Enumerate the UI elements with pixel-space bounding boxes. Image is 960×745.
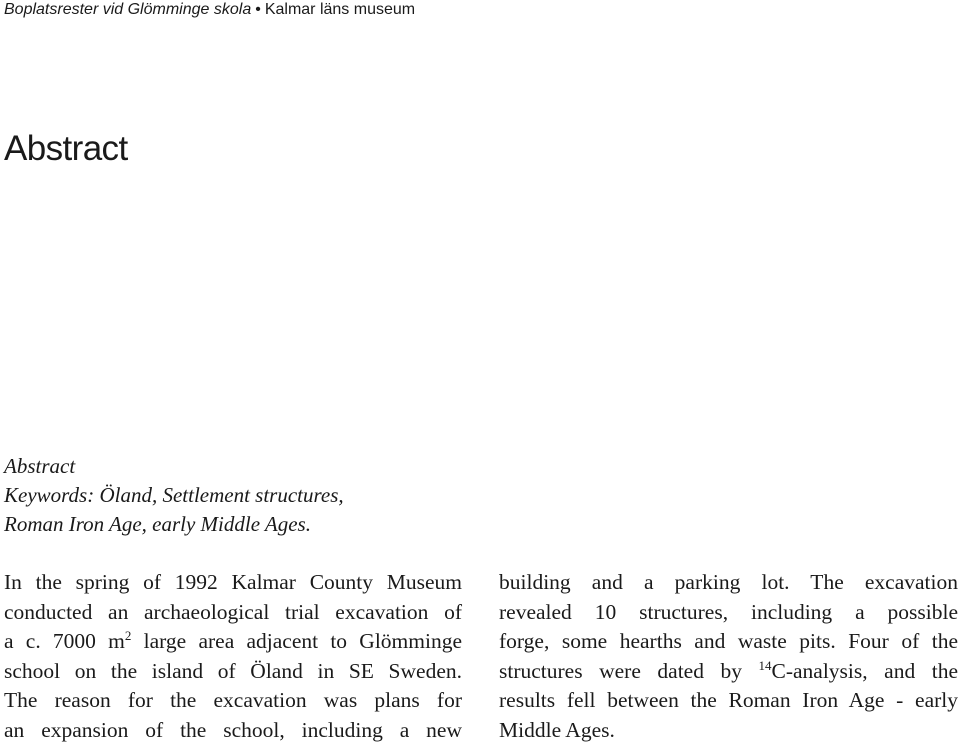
text-line: conducted an archaeological trial excavation of	[4, 599, 462, 624]
page-title: Abstract	[4, 129, 128, 168]
text-fragment: structures were dated by	[499, 658, 759, 683]
text-line: school on the island of Öland in SE Sweden.	[4, 658, 462, 683]
abstract-text-left-column	[4, 568, 462, 745]
text-line: forge, some hearths and waste pits. Four of the	[499, 629, 958, 653]
text-line: building and a parking lot. The excavation	[499, 570, 958, 594]
running-head	[4, 0, 415, 20]
text-line: In the spring of 1992 Kalmar County Museum	[4, 570, 462, 594]
text-line: revealed 10 structures, including a possible	[499, 599, 958, 624]
superscript: 2	[124, 628, 132, 643]
keywords-line-2: Roman Iron Age, early Middle Ages.	[4, 512, 311, 536]
text-line: an expansion of the school, including a new	[4, 717, 462, 742]
text-line: results fell between the Roman Iron Age - early	[499, 688, 958, 712]
abstract-label: Abstract	[4, 454, 76, 478]
abstract-text-right-column	[499, 568, 958, 745]
superscript: 14	[758, 657, 772, 673]
publication-title: Boplatsrester vid Glömminge skola	[4, 1, 252, 18]
text-fragment: C-analysis, and the	[771, 658, 958, 683]
keywords-line-1: Keywords: Öland, Settlement structures,	[4, 483, 344, 507]
bullet-separator: •	[255, 1, 261, 18]
text-line: Middle Ages.	[499, 717, 615, 742]
text-line: The reason for the excavation was plans for	[4, 688, 462, 712]
text-line	[4, 627, 462, 657]
text-line	[499, 657, 958, 687]
text-fragment: a c. 7000 m	[4, 629, 125, 653]
abstract-keywords-block	[4, 452, 474, 539]
text-fragment: large area adjacent to Glömminge	[131, 629, 463, 653]
organization-name: Kalmar läns museum	[264, 1, 416, 18]
